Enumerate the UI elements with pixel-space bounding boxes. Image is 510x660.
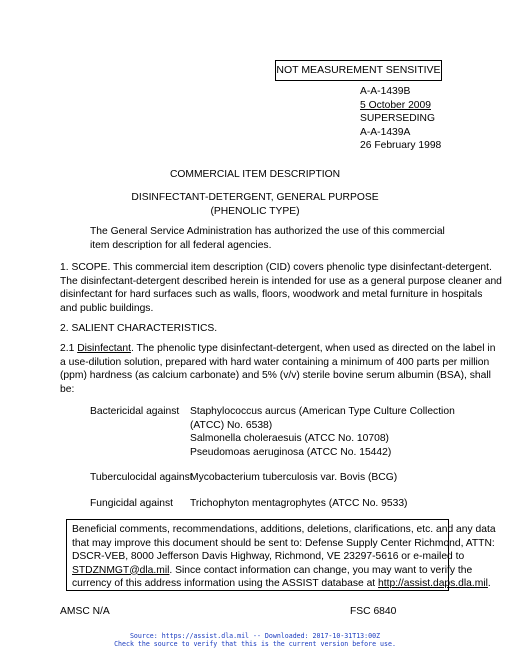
paragraph-2-1-line-1	[60, 342, 495, 356]
fsc-code: FSC 6840	[350, 606, 397, 617]
paragraph-term: Disinfectant	[77, 343, 131, 354]
sensitivity-label: NOT MEASUREMENT SENSITIVE	[276, 64, 441, 76]
superseded-id: A-A-1439A	[360, 126, 411, 138]
document-identification	[360, 85, 441, 153]
paragraph-text: . The phenolic type disinfectant-detergent, when used as directed on the label in	[131, 343, 496, 354]
bactericidal-organism-3: Pseudomoas aeruginosa (ATCC No. 15442)	[190, 447, 392, 458]
doc-type-title: COMMERCIAL ITEM DESCRIPTION	[169, 169, 341, 180]
title-line-2: (PHENOLIC TYPE)	[210, 206, 300, 217]
bactericidal-organism-1: Staphylococcus aurcus (American Type Culture Collection	[190, 406, 455, 417]
comments-line-2: that may improve this document should be sent to: Defense Supply Center Richmond, ATTN:	[72, 537, 495, 549]
paragraph-2-1-line-3: (ppm) hardness (as calcium carbonate) and 5% (v/v) sterile bovine serum albumin (BSA), shall	[60, 370, 491, 381]
bactericidal-label: Bactericidal against	[90, 406, 180, 417]
doc-id: A-A-1439B	[360, 86, 411, 97]
comments-line-4-text: . Since contact information can change, you may want to verify the	[169, 564, 473, 576]
doc-date: 5 October 2009	[360, 99, 431, 111]
authorization-line-2: item description for all federal agencies.	[90, 240, 272, 251]
fungicidal-label: Fungicidal against	[90, 498, 173, 509]
scope-line-3: disinfectant for hard surfaces such as walls, floors, woodwork and metal furniture in hospitals	[60, 289, 483, 300]
comments-line-1: Beneficial comments, recommendations, additions, deletions, clarifications, etc. and any data	[72, 524, 496, 535]
comments-line-4	[72, 564, 473, 578]
comments-line-3: DSCR-VEB, 8000 Jefferson Davis Highway, Richmond, VE 23297-5616 or e-mailed to	[72, 551, 465, 562]
paragraph-number: 2.1	[60, 343, 78, 354]
bactericidal-organism-1-cont: (ATCC) No. 6538)	[190, 420, 273, 431]
superseding-label: SUPERSEDING	[360, 113, 435, 124]
superseded-date: 26 February 1998	[360, 140, 442, 151]
comments-line-5-text: currency of this address information using the ASSIST database at	[72, 578, 379, 589]
scope-line-2: The disinfectant-detergent described herein is intended for use as a general purpose cleaner and	[60, 276, 502, 287]
paragraph-2-1-line-4: be:	[60, 384, 75, 395]
salient-heading: 2. SALIENT CHARACTERISTICS.	[60, 323, 218, 334]
source-line-2: Check the source to verify that this is the current version before use.	[114, 640, 396, 648]
measurement-sensitivity-box	[275, 60, 442, 81]
paragraph-2-1-line-2: a use-dilution solution, prepared with hard water containing a minimum of 400 parts per million	[60, 357, 490, 368]
bactericidal-organism-2: Salmonella choleraesuis (ATCC No. 10708)	[190, 433, 389, 444]
email-link[interactable]: STDZNMGT@dla.mil	[72, 564, 170, 576]
assist-link[interactable]: http://assist.daps.dla.mil	[378, 578, 488, 589]
title-line-1: DISINFECTANT-DETERGENT, GENERAL PURPOSE	[131, 192, 379, 203]
scope-line-1: 1. SCOPE. This commercial item description (CID) covers phenolic type disinfectant-detergent.	[60, 262, 492, 273]
authorization-line-1: The General Service Administration has authorized the use of this commercial	[90, 226, 445, 237]
amsc-code: AMSC N/A	[60, 606, 110, 617]
comments-line-5-end: .	[487, 578, 491, 589]
comments-box	[66, 519, 496, 591]
fungicidal-organism: Trichophyton mentagrophytes (ATCC No. 9533)	[190, 498, 408, 509]
source-line-1: Source: https://assist.dla.mil -- Downloaded: 2017-10-31T13:00Z	[129, 632, 381, 640]
scope-line-4: and public buildings.	[60, 303, 154, 314]
comments-line-5	[72, 577, 491, 591]
tuberculocidal-label: Tuberculocidal against	[90, 472, 193, 483]
tuberculocidal-organism: Mycobacterium tuberculosis var. Bovis (BCG)	[190, 472, 398, 483]
